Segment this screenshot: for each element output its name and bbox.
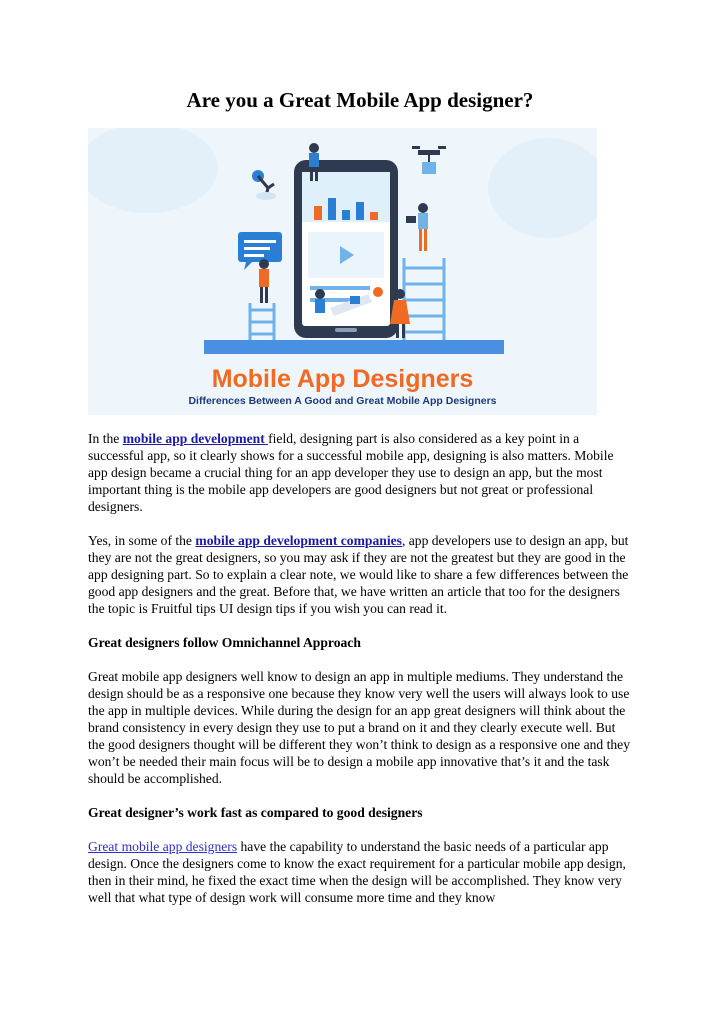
hero-illustration xyxy=(88,128,597,415)
paragraph-1-lead: In the xyxy=(88,431,123,446)
robot-arm-icon xyxy=(252,170,274,196)
paragraph-2 xyxy=(88,532,633,617)
hero-graphic xyxy=(88,128,597,415)
section-heading-work-fast: Great designer’s work fast as compared to good designers xyxy=(88,805,423,820)
paragraph-4-text: have the capability to understand the basic needs of a particular app design. Once the designers come to know the exact requirement for a particular mobile app design, then in their mind, he fixed the exact time when the design will be accomplished. They know very well that what type of design work will consume more time and they know xyxy=(88,839,626,905)
platform-bar xyxy=(204,340,504,354)
paragraph-3: Great mobile app designers well know to design an app in multiple mediums. They understand the design should be as a responsive one because they know very well the users will always look to use the app in multiple devices. While during the design for an app great designers will think about the brand consistency in every design they use to put a brand on it and they clearly execute well. But the good designers thought will be different they won’t think to design as a responsive one and they won’t be needed their main focus will be to design a mobile app innovative that’s it and the task should be accomplished. xyxy=(88,669,631,786)
hero-subheading: Differences Between A Good and Great Mobile App Designers xyxy=(188,395,497,407)
person-right-figure xyxy=(406,203,428,251)
section-heading-omnichannel: Great designers follow Omnichannel Approach xyxy=(88,635,361,650)
paragraph-4 xyxy=(88,838,633,906)
paragraph-1 xyxy=(88,430,633,515)
paragraph-2-text: , app developers use to design an app, but they are not the great designers, so you may ask if they are not the greatest but they are good in the app designing part. So to explain a clear note, we would like to share a few differences between the good app designers and the great. Before that, we have written an article that too for the designers the topic is Fruitful tips UI design tips if you wish you can read it. xyxy=(88,533,629,616)
person-left-figure xyxy=(259,259,269,303)
link-mobile-app-development[interactable]: mobile app development xyxy=(122,431,269,446)
link-mobile-app-development-companies[interactable]: mobile app development companies xyxy=(195,533,402,548)
hero-heading: Mobile App Designers xyxy=(211,365,474,393)
right-ladder xyxy=(404,258,444,340)
paragraph-1-text: field, designing part is also considered as a key point in a successful app, so it clearly shows for a successful mobile app, designing is also matters. Mobile app design became a crucial thing for an app developer they use to design an app, but the most important thing is the mobile app developers are good designers but not great or professional designers. xyxy=(88,431,614,514)
link-great-mobile-app-designers[interactable]: Great mobile app designers xyxy=(88,839,238,854)
drone-icon xyxy=(412,146,446,174)
left-ladder xyxy=(250,303,274,340)
article-title: Are you a Great Mobile App designer? xyxy=(186,88,534,112)
article-body xyxy=(88,430,633,923)
paragraph-2-lead: Yes, in some of the xyxy=(88,533,196,548)
